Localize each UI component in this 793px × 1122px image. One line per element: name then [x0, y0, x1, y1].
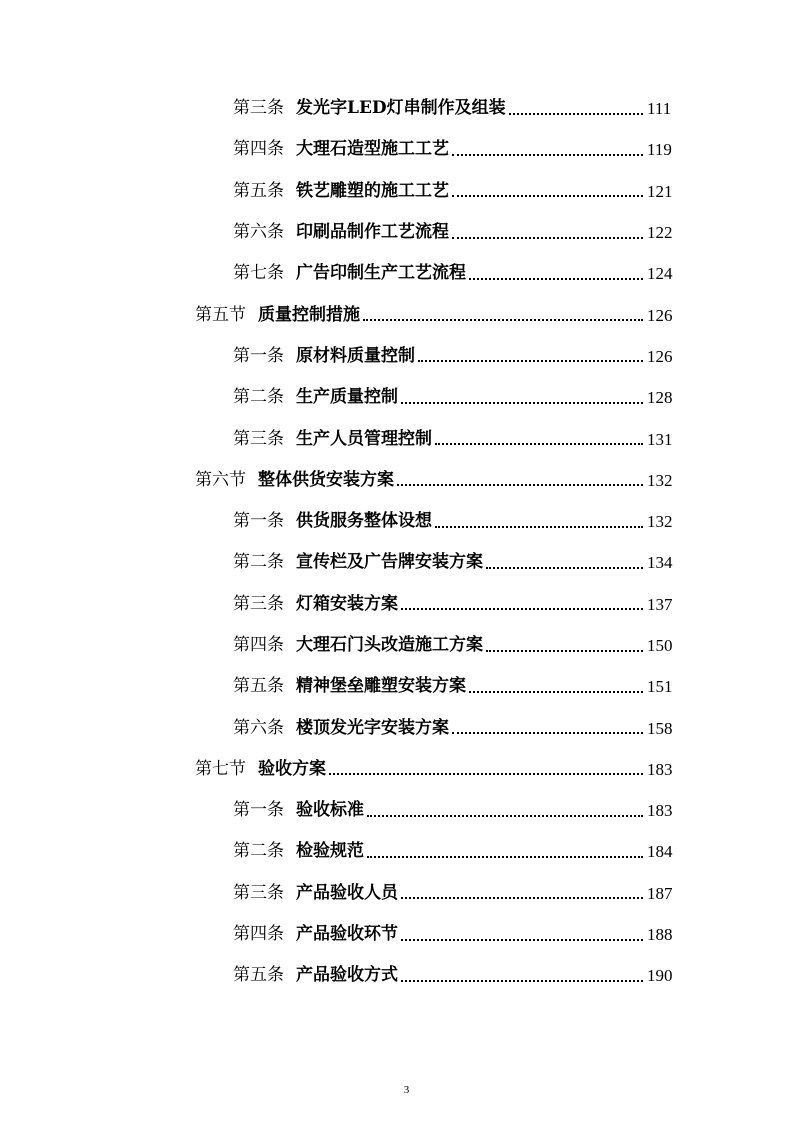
toc-entry-title: 广告印制生产工艺流程	[296, 263, 466, 284]
toc-entry[interactable]	[0, 831, 793, 872]
toc-entry-number: 第三条	[233, 428, 284, 449]
toc-dot-leader	[418, 360, 643, 362]
toc-entry-title: 供货服务整体设想	[296, 511, 432, 532]
toc-section-entry[interactable]	[0, 460, 793, 501]
toc-entry-number: 第五条	[233, 180, 284, 201]
toc-entry-page: 183	[647, 801, 673, 821]
toc-entry-page: 187	[647, 883, 673, 903]
toc-entry-page: 119	[647, 140, 672, 160]
page-footer-number: 3	[403, 1084, 410, 1096]
toc-section-entry[interactable]	[0, 749, 793, 790]
toc-entry-page: 124	[647, 264, 673, 284]
toc-dot-leader	[435, 443, 643, 445]
toc-entry-page: 150	[647, 636, 673, 655]
toc-entry[interactable]	[0, 336, 793, 377]
toc-entry-title: 灯箱安装方案	[296, 593, 398, 614]
toc-entry-page: 188	[647, 925, 673, 945]
toc-entry-number: 第三条	[233, 593, 284, 614]
toc-dot-leader	[509, 113, 643, 115]
toc-entry[interactable]	[0, 171, 793, 212]
toc-entry-title: 铁艺雕塑的施工工艺	[296, 180, 449, 201]
toc-entry[interactable]	[0, 914, 793, 955]
toc-dot-leader	[397, 484, 643, 486]
toc-dot-leader	[367, 815, 643, 817]
toc-entry-page: 131	[647, 429, 673, 449]
toc-entry-number: 第四条	[233, 635, 284, 655]
toc-entry-number: 第七条	[233, 263, 284, 284]
toc-entry-page: 183	[647, 759, 673, 779]
toc-entry-title: 验收标准	[296, 800, 364, 821]
toc-dot-leader	[401, 402, 643, 404]
toc-dot-leader	[452, 732, 643, 734]
toc-entry-title: 宣传栏及广告牌安装方案	[296, 552, 483, 573]
toc-entry-title: 产品验收方式	[296, 965, 398, 986]
toc-entry-number: 第五条	[233, 965, 284, 986]
toc-entry-page: 190	[647, 966, 673, 986]
toc-entry-title: 原材料质量控制	[296, 345, 415, 366]
toc-entry-number: 第六节	[195, 469, 246, 490]
toc-entry[interactable]	[0, 873, 793, 914]
toc-entry-title: 大理石门头改造施工方案	[296, 635, 483, 655]
toc-entry[interactable]	[0, 418, 793, 459]
toc-entry-number: 第一条	[233, 511, 284, 532]
toc-dot-leader	[452, 195, 643, 197]
toc-entry[interactable]	[0, 377, 793, 418]
toc-entry-page: 158	[647, 718, 673, 738]
toc-entry-title: 印刷品制作工艺流程	[296, 222, 449, 243]
toc-entry-page: 134	[647, 553, 673, 573]
toc-entry[interactable]	[0, 253, 793, 294]
toc-entry-number: 第二条	[233, 552, 284, 573]
toc-entry-title: 检验规范	[296, 841, 364, 862]
toc-entry-page: 126	[647, 305, 673, 325]
toc-entry-title: 产品验收环节	[296, 924, 398, 945]
toc-entry-page: 126	[647, 346, 673, 366]
toc-entry-title: 整体供货安装方案	[258, 469, 394, 490]
toc-entry-page: 184	[647, 842, 673, 862]
toc-entry[interactable]	[0, 212, 793, 253]
toc-entry[interactable]	[0, 584, 793, 625]
toc-dot-leader	[401, 980, 643, 982]
toc-entry[interactable]	[0, 501, 793, 542]
toc-entry[interactable]	[0, 129, 793, 170]
toc-entry-title: 发光字LED灯串制作及组装	[296, 98, 506, 119]
toc-entry-number: 第一条	[233, 345, 284, 366]
toc-entry-page: 132	[647, 512, 673, 532]
toc-entry[interactable]	[0, 88, 793, 129]
toc-entry-page: 132	[647, 470, 673, 490]
toc-entry[interactable]	[0, 790, 793, 831]
toc-dot-leader	[401, 897, 643, 899]
toc-dot-leader	[435, 526, 643, 528]
toc-dot-leader	[401, 608, 643, 610]
toc-dot-leader	[469, 278, 643, 280]
toc-entry[interactable]	[0, 625, 793, 666]
toc-dot-leader	[452, 154, 643, 156]
toc-entry-page: 122	[647, 223, 673, 243]
toc-entry-number: 第二条	[233, 387, 284, 408]
toc-entry-title: 产品验收人员	[296, 882, 398, 903]
toc-entry-number: 第二条	[233, 841, 284, 862]
toc-entry-title: 生产人员管理控制	[296, 428, 432, 449]
toc-section-entry[interactable]	[0, 294, 793, 335]
toc-entry-number: 第四条	[233, 139, 284, 160]
toc-entry[interactable]	[0, 666, 793, 707]
toc-entry-number: 第七节	[195, 758, 246, 779]
toc-entry[interactable]	[0, 542, 793, 583]
toc-entry-title: 生产质量控制	[296, 387, 398, 408]
toc-entry-title: 楼顶发光字安装方案	[296, 717, 449, 738]
toc-dot-leader	[363, 319, 643, 321]
toc-entry-number: 第五节	[195, 304, 246, 325]
toc-entry-number: 第四条	[233, 924, 284, 945]
toc-entry-number: 第六条	[233, 717, 284, 738]
toc-dot-leader	[367, 856, 643, 858]
toc-entry-page: 151	[647, 677, 673, 697]
toc-entry-page: 121	[647, 181, 673, 201]
toc-entry-number: 第六条	[233, 222, 284, 243]
toc-dot-leader	[452, 237, 643, 239]
toc-dot-leader	[469, 691, 643, 693]
toc-entry[interactable]	[0, 955, 793, 996]
toc-entry-title: 大理石造型施工工艺	[296, 139, 449, 160]
toc-entry[interactable]	[0, 707, 793, 748]
toc-entry-number: 第三条	[233, 98, 284, 119]
toc-entry-page: 111	[647, 99, 672, 119]
toc-entry-page: 137	[647, 594, 673, 614]
toc-dot-leader	[486, 650, 643, 652]
toc-dot-leader	[329, 773, 643, 775]
toc-entry-number: 第三条	[233, 882, 284, 903]
table-of-contents	[0, 88, 793, 997]
toc-entry-page: 128	[647, 388, 673, 408]
toc-dot-leader	[401, 939, 643, 941]
toc-entry-number: 第一条	[233, 800, 284, 821]
toc-entry-title: 质量控制措施	[258, 304, 360, 325]
toc-dot-leader	[486, 567, 643, 569]
toc-entry-title: 验收方案	[258, 758, 326, 779]
toc-entry-title: 精神堡垒雕塑安装方案	[296, 676, 466, 697]
toc-entry-number: 第五条	[233, 676, 284, 697]
